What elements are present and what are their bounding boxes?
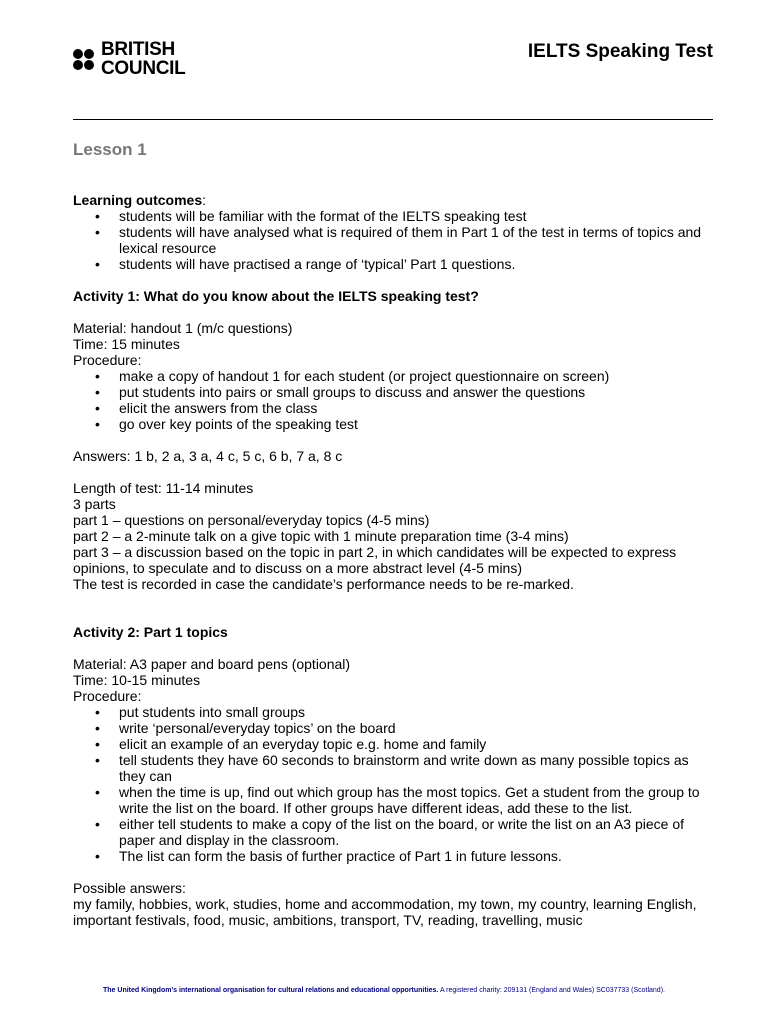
activity2-procedure-label: Procedure: <box>73 688 142 704</box>
list-item: • students will have analysed what is required of them in Part 1 of the test in terms of topics and lexical resource <box>73 224 715 256</box>
test-note: Length of test: 11-14 minutes <box>73 480 254 496</box>
test-note: The test is recorded in case the candidate’s performance needs to be re-marked. <box>73 576 574 592</box>
list-item: • elicit the answers from the class <box>73 400 715 416</box>
list-item: • put students into small groups <box>73 704 715 720</box>
list-item: • either tell students to make a copy of the list on the board, or write the list on an A3 piece of paper and display in the classroom. <box>73 816 715 848</box>
learning-outcomes-section: Learning outcomes: • students will be familiar with the format of the IELTS speaking test • students will have analysed what is required of them in Part 1 of the test in terms of topics and lexical resource • students will have practised a range of ‘typical’ Part 1 questions. <box>73 192 715 272</box>
test-note: part 3 – a discussion based on the topic in part 2, in which candidates will be expected to express opinions, to speculate and to discuss on a more abstract level (4-5 mins) <box>73 544 677 576</box>
list-item: • go over key points of the speaking test <box>73 416 715 432</box>
test-note: part 2 – a 2-minute talk on a give topic with 1 minute preparation time (3-4 mins) <box>73 528 569 544</box>
list-item: • put students into pairs or small groups to discuss and answer the questions <box>73 384 715 400</box>
activity1-material: Material: handout 1 (m/c questions) <box>73 320 293 336</box>
possible-answers-label: Possible answers: <box>73 880 186 896</box>
list-item: • make a copy of handout 1 for each student (or project questionnaire on screen) <box>73 368 715 384</box>
list-item: • elicit an example of an everyday topic e.g. home and family <box>73 736 715 752</box>
logo-line1: BRITISH <box>101 39 175 60</box>
document-body <box>73 140 715 928</box>
lesson-title: Lesson 1 <box>73 140 147 159</box>
list-item: • tell students they have 60 seconds to brainstorm and write down as many possible topics as they can <box>73 752 715 784</box>
test-note: part 1 – questions on personal/everyday topics (4-5 mins) <box>73 512 430 528</box>
logo-text <box>101 40 185 78</box>
list-item: • students will have practised a range of ‘typical’ Part 1 questions. <box>73 256 715 272</box>
header-divider <box>73 119 713 120</box>
activity1-section <box>73 288 715 592</box>
activity1-steps <box>73 368 715 432</box>
footer-organisation: The United Kingdom’s international organisation for cultural relations and educational opportunities. <box>103 987 439 994</box>
activity2-section <box>73 624 715 928</box>
list-item: • The list can form the basis of further practice of Part 1 in future lessons. <box>73 848 715 864</box>
possible-answers: my family, hobbies, work, studies, home and accommodation, my town, my country, learning English, important festivals, food, music, ambitions, transport, TV, reading, travelling, music <box>73 896 697 928</box>
list-item: • write ‘personal/everyday topics’ on the board <box>73 720 715 736</box>
list-item: • when the time is up, find out which group has the most topics. Get a student from the group to write the list on the board. If other groups have different ideas, add these to the list. <box>73 784 715 816</box>
learning-outcomes-list <box>73 208 715 272</box>
british-council-logo <box>73 40 185 78</box>
activity2-material: Material: A3 paper and board pens (optional) <box>73 656 351 672</box>
learning-outcomes-heading: Learning outcomes <box>73 192 203 208</box>
activity1-time: Time: 15 minutes <box>73 336 180 352</box>
page-footer <box>0 987 768 994</box>
test-note: 3 parts <box>73 496 116 512</box>
activity2-steps <box>73 704 715 864</box>
activity2-heading: Activity 2: Part 1 topics <box>73 624 228 640</box>
logo-line2: COUNCIL <box>101 58 186 79</box>
list-item: • students will be familiar with the format of the IELTS speaking test <box>73 208 715 224</box>
activity1-procedure-label: Procedure: <box>73 352 142 368</box>
activity2-time: Time: 10-15 minutes <box>73 672 201 688</box>
footer-charity: A registered charity: 209131 (England and Wales) SC037733 (Scotland). <box>439 987 665 994</box>
document-title: IELTS Speaking Test <box>527 41 713 62</box>
activity1-answers: Answers: 1 b, 2 a, 3 a, 4 c, 5 c, 6 b, 7 a, 8 c <box>73 448 343 464</box>
activity1-heading: Activity 1: What do you know about the IELTS speaking test? <box>73 288 479 304</box>
